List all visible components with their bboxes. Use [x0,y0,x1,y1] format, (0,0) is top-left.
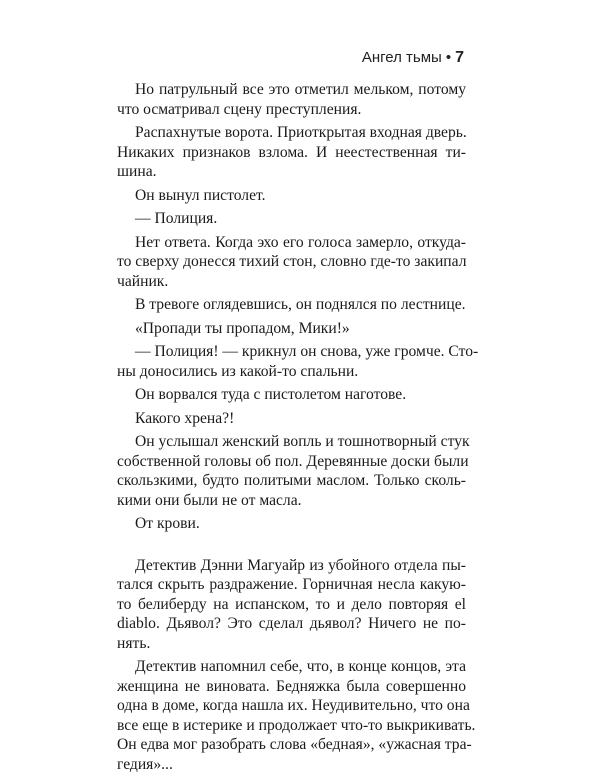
text-line: ны доносились из какой-то спальни. [117,362,466,382]
text-line: Какого хрена?! [117,409,466,429]
running-header [362,49,464,67]
text-line: В тревоге оглядевшись, он поднялся по лестнице. [117,295,466,315]
text-line: Нет ответа. Когда эхо его голоса замерло, откуда- [117,233,466,253]
text-line: скользкими, будто политыми маслом. Только сколь- [117,471,466,491]
book-title: Ангел тьмы [362,49,442,66]
text-line: Распахнутые ворота. Приоткрытая входная дверь. [117,123,466,143]
text-line: тался скрыть раздражение. Горничная несла какую- [117,575,466,595]
header-separator: • [446,49,451,66]
text-line: чайник. [117,272,466,292]
text-line: — Полиция. [117,209,466,229]
text-line: Никаких признаков взлома. И неестественная ти- [117,143,466,163]
text-line: «Пропади ты пропадом, Мики!» [117,319,466,339]
section-break [117,534,466,556]
text-line: женщина не виновата. Бедняжка была совершенно [117,677,466,697]
text-line: что осматривал сцену преступления. [117,100,466,120]
text-line: Он услышал женский вопль и тошнотворный стук [117,432,466,452]
text-block-2 [117,556,466,774]
text-line: Но патрульный все это отметил мельком, потому [117,80,466,100]
text-line: Он вынул пистолет. [117,186,466,206]
text-line: — Полиция! — крикнул он снова, уже громче. Сто- [117,342,466,362]
page-number: 7 [455,49,464,66]
text-line: Детектив Дэнни Магуайр из убойного отдела пы- [117,556,466,576]
page-body [117,80,466,774]
text-line: кими они были не от масла. [117,491,466,511]
text-line: собственной головы об пол. Деревянные доски были [117,452,466,472]
text-line: шина. [117,162,466,182]
text-line: Он едва мог разобрать слова «бедная», «ужасная тра- [117,735,466,755]
text-line: нять. [117,634,466,654]
text-line: Детектив напомнил себе, что, в конце концов, эта [117,657,466,677]
text-line: то сверху донесся тихий стон, словно где-то закипал [117,252,466,272]
text-line: одна в доме, когда нашла их. Неудивительно, что она [117,696,466,716]
text-line: От крови. [117,514,466,534]
text-line: diablo. Дьявол? Это сделал дьявол? Ничего не по- [117,614,466,634]
text-line: все еще в истерике и продолжает что-то выкрикивать. [117,716,466,736]
text-line: Он ворвался туда с пистолетом наготове. [117,385,466,405]
text-line: гедия»... [117,755,466,774]
text-block-1 [117,80,466,534]
text-line: то белиберду на испанском, то и дело повторяя el [117,595,466,615]
